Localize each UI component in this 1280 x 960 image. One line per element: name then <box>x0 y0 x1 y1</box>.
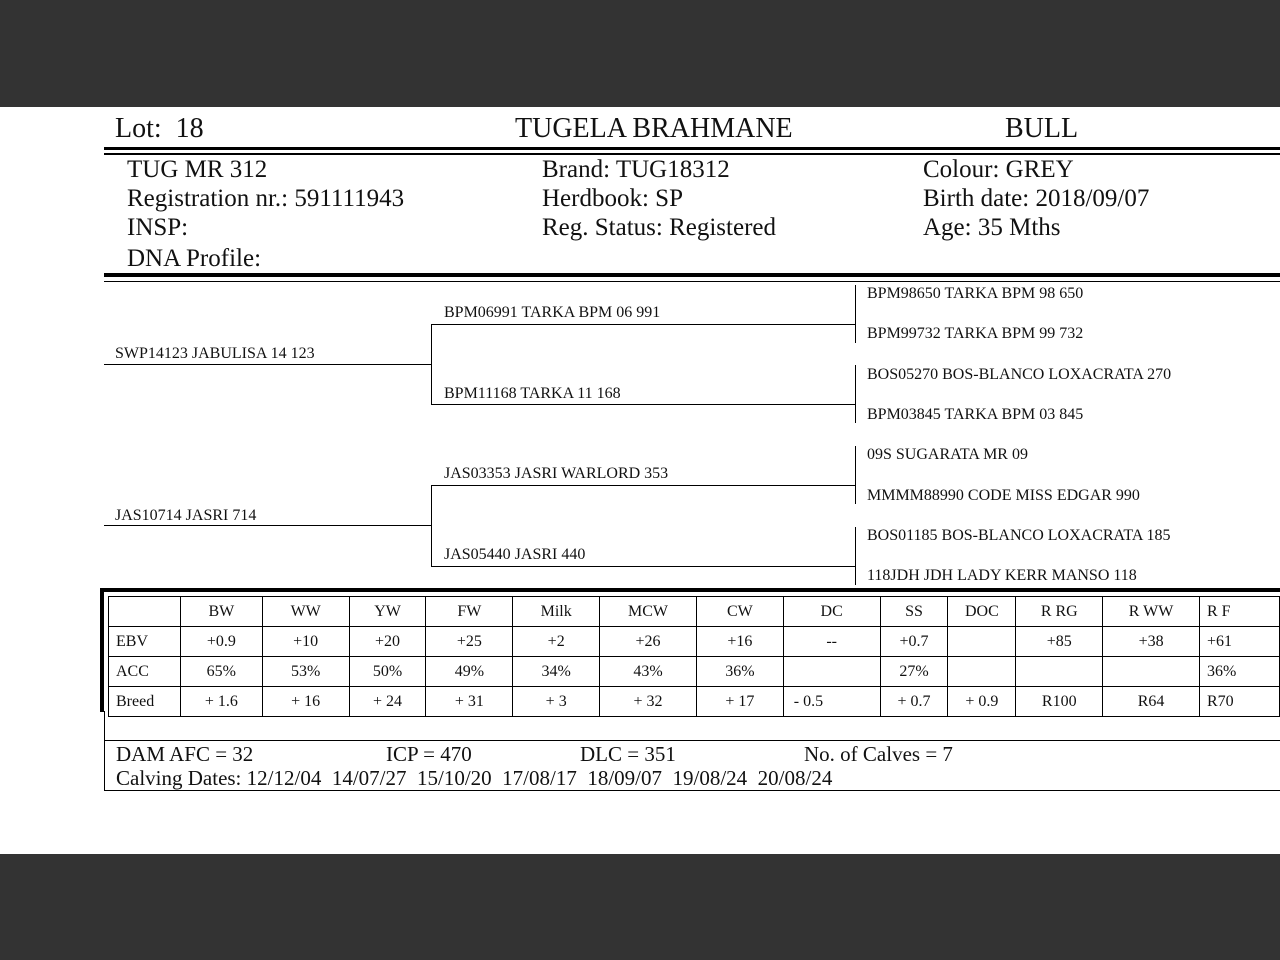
breed-cell: R100 <box>1016 687 1103 717</box>
pedigree-ggp-6: MMMM88990 CODE MISS EDGAR 990 <box>867 487 1140 504</box>
breeder-name: TUGELA BRAHMANE <box>515 113 793 144</box>
ebv-header-cell: FW <box>426 597 513 627</box>
info-rule-thick <box>104 273 1280 277</box>
ggp-bracket-4 <box>855 527 856 585</box>
pedigree-ggp-5: 09S SUGARATA MR 09 <box>867 446 1028 463</box>
ggp-bracket-2 <box>855 365 856 423</box>
acc-cell <box>783 657 880 687</box>
ebv-left-border <box>100 588 104 712</box>
ebv-cell <box>948 627 1016 657</box>
birth-date: Birth date: 2018/09/07 <box>923 185 1150 212</box>
dam-dam-line <box>431 566 855 567</box>
ebv-header-cell: CW <box>696 597 783 627</box>
acc-cell: 36% <box>1199 657 1279 687</box>
acc-cell <box>948 657 1016 687</box>
footer-left-border <box>104 711 105 790</box>
ebv-cell: +0.9 <box>180 627 262 657</box>
ebv-cell: +85 <box>1016 627 1103 657</box>
acc-cell: 34% <box>513 657 600 687</box>
pedigree-dam: JAS10714 JASRI 714 <box>115 507 257 524</box>
dam-bracket <box>431 486 432 567</box>
ebv-rule-thick <box>100 588 1280 592</box>
footer-rule-top <box>104 740 1280 741</box>
dlc: DLC = 351 <box>580 742 676 766</box>
acc-cell: 65% <box>180 657 262 687</box>
header-rule-thick <box>104 147 1280 150</box>
dna-profile-label: DNA Profile: <box>127 245 262 272</box>
acc-cell: 27% <box>880 657 948 687</box>
number-of-calves: No. of Calves = 7 <box>804 742 953 766</box>
breed-cell: + 24 <box>349 687 426 717</box>
ggp-bracket-1 <box>855 285 856 343</box>
ebv-cell: +2 <box>513 627 600 657</box>
insp-label: INSP: <box>127 214 189 241</box>
ebv-row-label: EBV <box>109 627 181 657</box>
dam-sire-line <box>431 485 855 486</box>
sire-line <box>104 364 431 365</box>
pedigree-sire-dam: BPM11168 TARKA 11 168 <box>444 385 621 402</box>
ebv-table <box>108 596 1280 717</box>
animal-name: TUG MR 312 <box>127 156 268 183</box>
herdbook: Herdbook: SP <box>542 185 683 212</box>
breed-cell: + 16 <box>262 687 349 717</box>
pedigree-ggp-2: BPM99732 TARKA BPM 99 732 <box>867 325 1084 342</box>
breed-row-label: Breed <box>109 687 181 717</box>
age: Age: 35 Mths <box>923 214 1061 241</box>
ebv-cell: +16 <box>696 627 783 657</box>
lot-number: 18 <box>175 113 204 144</box>
breed-cell: R64 <box>1103 687 1200 717</box>
registration-number: Registration nr.: 591111943 <box>127 185 405 212</box>
breed-cell: + 31 <box>426 687 513 717</box>
breed-cell: R70 <box>1199 687 1279 717</box>
breed-cell: + 32 <box>600 687 697 717</box>
pedigree-ggp-4: BPM03845 TARKA BPM 03 845 <box>867 406 1084 423</box>
sale-catalogue-page <box>0 107 1280 854</box>
sire-bracket <box>431 324 432 405</box>
animal-sex: BULL <box>1005 113 1079 144</box>
ebv-header-cell: Milk <box>513 597 600 627</box>
ebv-cell: +10 <box>262 627 349 657</box>
ebv-header-cell: BW <box>180 597 262 627</box>
reg-status: Reg. Status: Registered <box>542 214 776 241</box>
ggp-bracket-3 <box>855 446 856 504</box>
acc-cell <box>1103 657 1200 687</box>
ebv-header-cell: DOC <box>948 597 1016 627</box>
ebv-row <box>109 627 1280 657</box>
header-rule-thin <box>104 153 1280 155</box>
lot-label: Lot: 18 <box>115 113 204 144</box>
calving-dates: Calving Dates: 12/12/04 14/07/27 15/10/20 17/08/17 18/09/07 19/08/24 20/08/24 <box>116 766 833 790</box>
dam-afc: DAM AFC = 32 <box>116 742 254 766</box>
ebv-cell: +26 <box>600 627 697 657</box>
sire-sire-line <box>431 324 855 325</box>
ebv-cell: -- <box>783 627 880 657</box>
breed-row <box>109 687 1280 717</box>
pedigree-dam-dam: JAS05440 JASRI 440 <box>444 546 586 563</box>
acc-row-label: ACC <box>109 657 181 687</box>
breed-cell: + 3 <box>513 687 600 717</box>
acc-cell: 36% <box>696 657 783 687</box>
acc-cell: 49% <box>426 657 513 687</box>
breed-cell: + 0.7 <box>880 687 948 717</box>
icp: ICP = 470 <box>386 742 472 766</box>
info-rule-thin <box>104 281 1280 282</box>
ebv-header-cell: DC <box>783 597 880 627</box>
dam-line <box>104 525 431 526</box>
acc-cell: 50% <box>349 657 426 687</box>
acc-row <box>109 657 1280 687</box>
sire-dam-line <box>431 404 855 405</box>
pedigree-ggp-7: BOS01185 BOS-BLANCO LOXACRATA 185 <box>867 527 1171 544</box>
breed-cell: + 17 <box>696 687 783 717</box>
pedigree-sire: SWP14123 JABULISA 14 123 <box>115 345 315 362</box>
ebv-header-cell: MCW <box>600 597 697 627</box>
pedigree-ggp-8: 118JDH JDH LADY KERR MANSO 118 <box>867 567 1137 584</box>
ebv-header-cell: R RG <box>1016 597 1103 627</box>
acc-cell: 43% <box>600 657 697 687</box>
pedigree-ggp-1: BPM98650 TARKA BPM 98 650 <box>867 285 1084 302</box>
brand: Brand: TUG18312 <box>542 156 730 183</box>
pedigree-dam-sire: JAS03353 JASRI WARLORD 353 <box>444 465 669 482</box>
ebv-header-cell: YW <box>349 597 426 627</box>
ebv-header-cell: R WW <box>1103 597 1200 627</box>
pedigree-ggp-3: BOS05270 BOS-BLANCO LOXACRATA 270 <box>867 366 1172 383</box>
ebv-cell: +20 <box>349 627 426 657</box>
acc-cell: 53% <box>262 657 349 687</box>
ebv-header-row <box>109 597 1280 627</box>
ebv-header-cell: SS <box>880 597 948 627</box>
acc-cell <box>1016 657 1103 687</box>
ebv-header-cell: R F <box>1199 597 1279 627</box>
ebv-header-cell <box>109 597 181 627</box>
ebv-cell: +25 <box>426 627 513 657</box>
ebv-header-cell: WW <box>262 597 349 627</box>
ebv-cell: +61 <box>1199 627 1279 657</box>
colour: Colour: GREY <box>923 156 1074 183</box>
pedigree-sire-sire: BPM06991 TARKA BPM 06 991 <box>444 304 661 321</box>
ebv-cell: +0.7 <box>880 627 948 657</box>
ebv-cell: +38 <box>1103 627 1200 657</box>
breed-cell: + 0.9 <box>948 687 1016 717</box>
breed-cell: - 0.5 <box>783 687 880 717</box>
breed-cell: + 1.6 <box>180 687 262 717</box>
